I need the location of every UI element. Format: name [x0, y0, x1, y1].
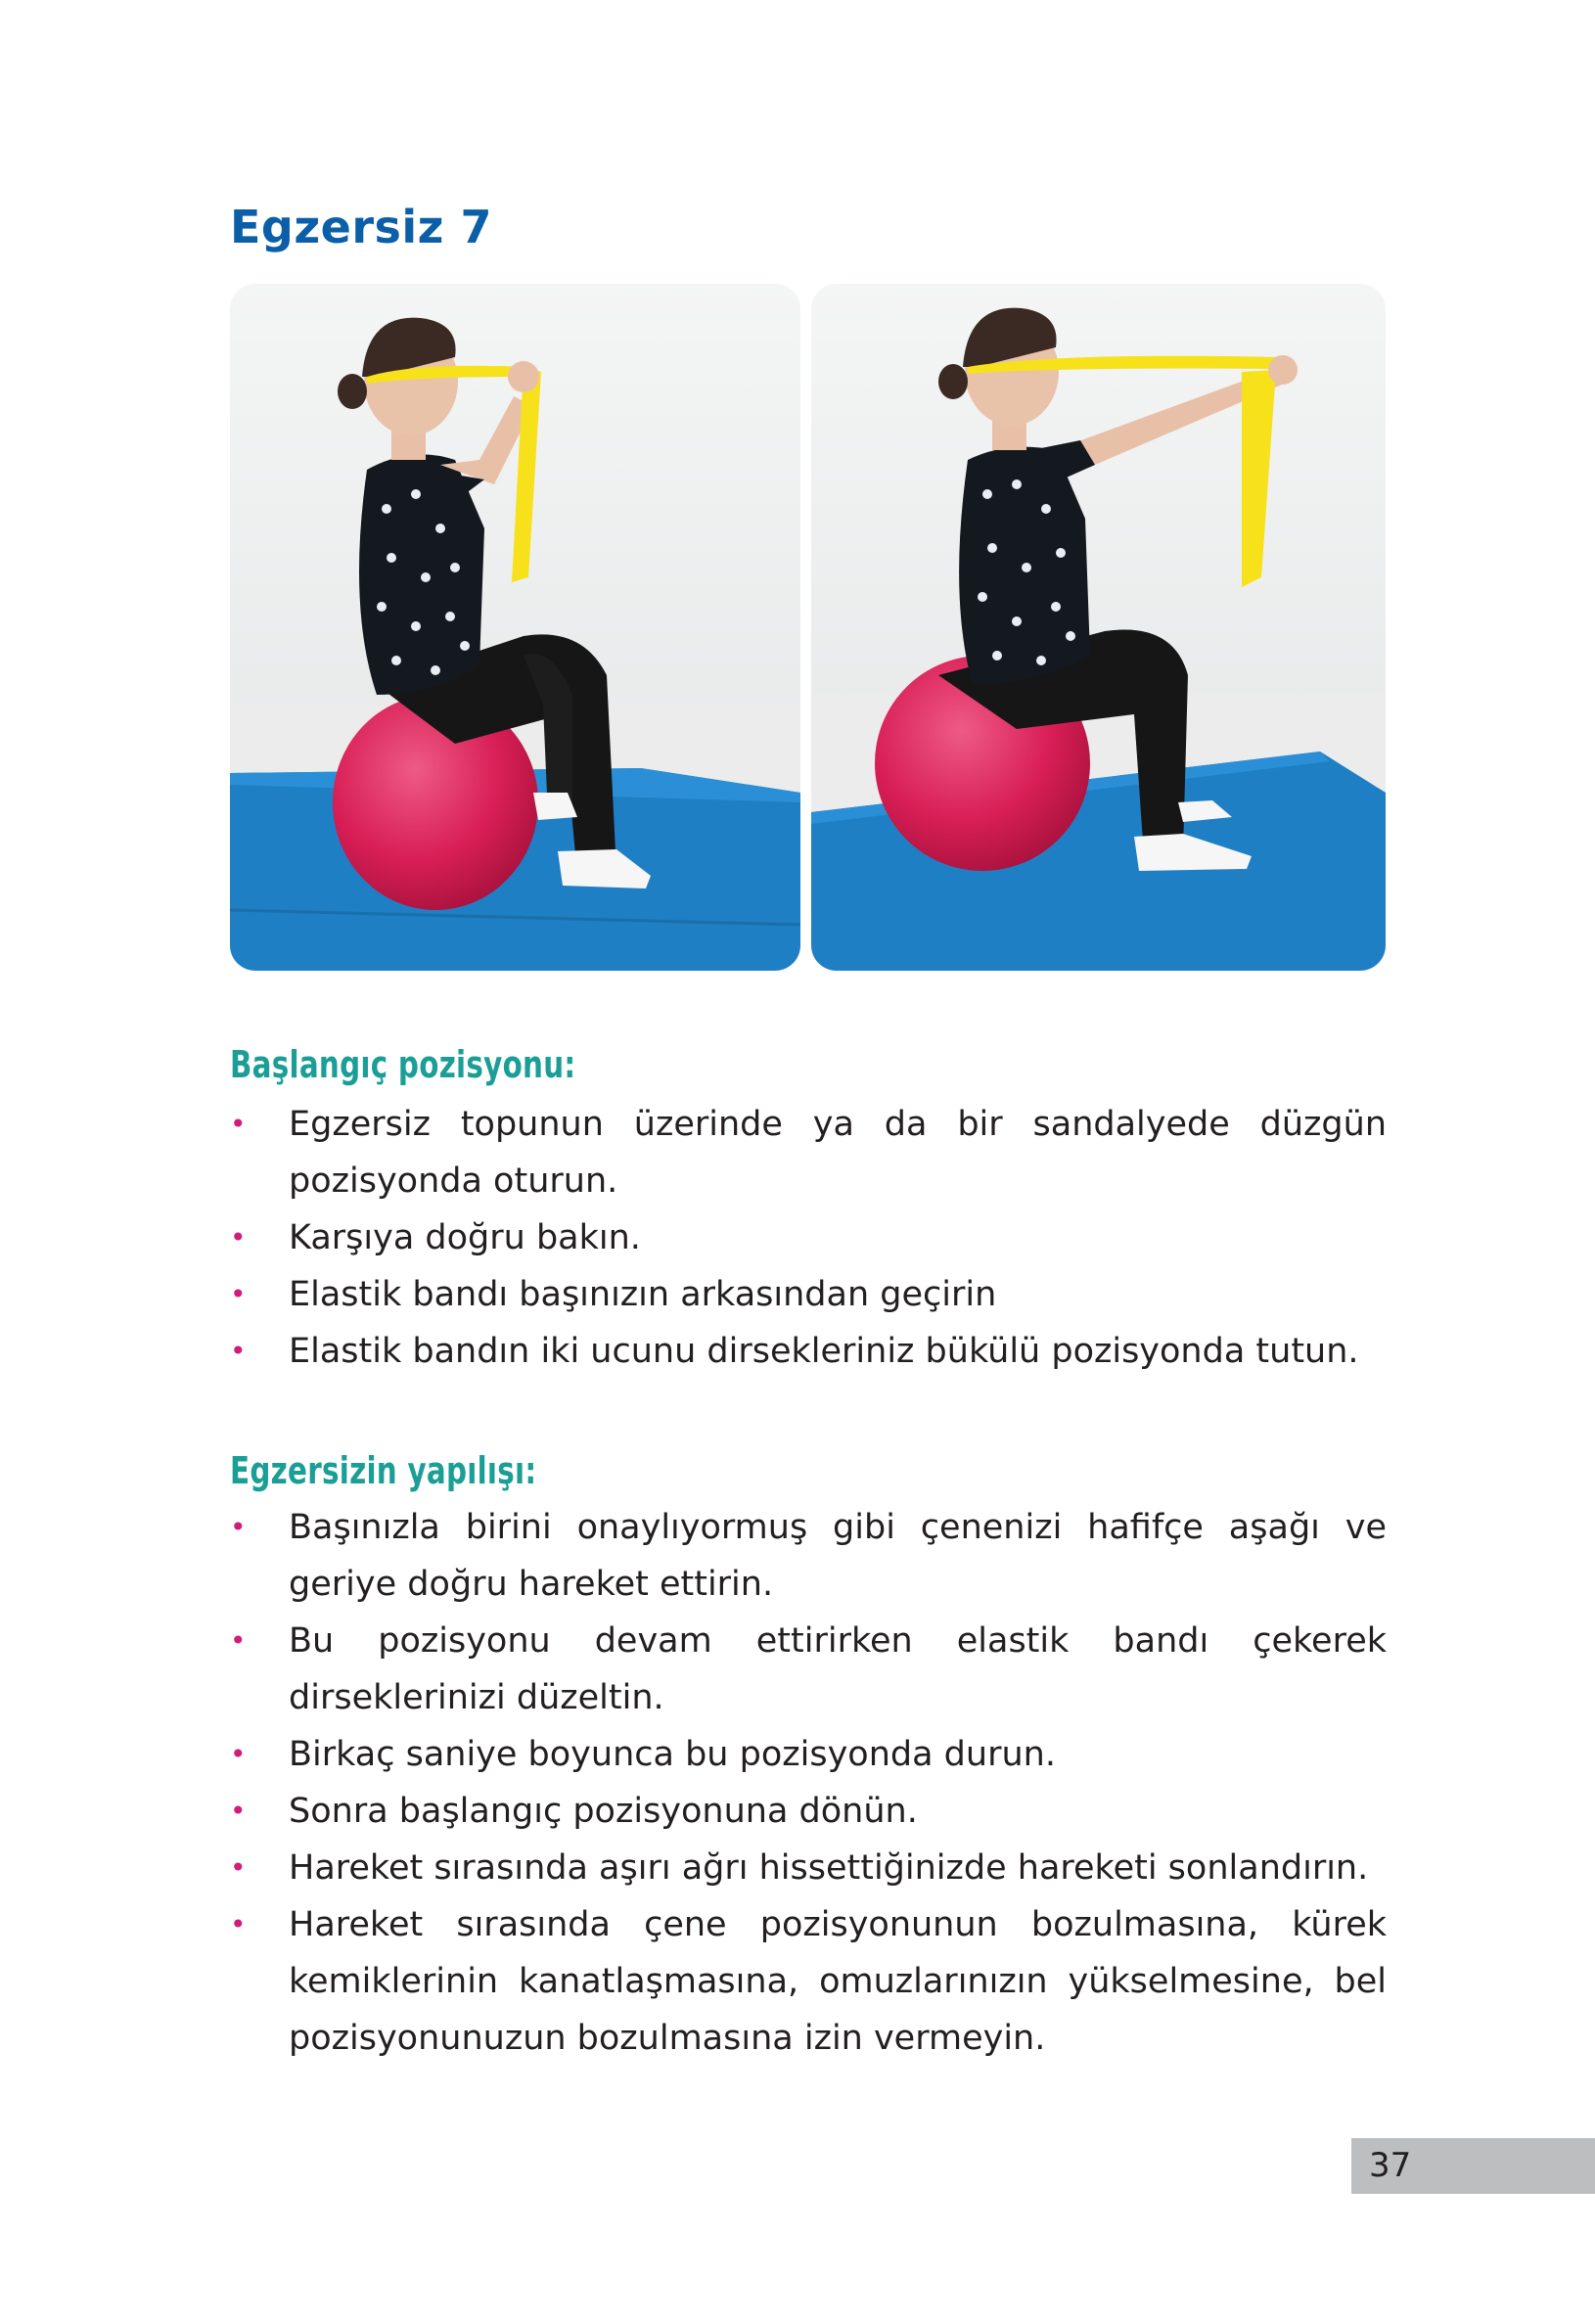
exercise-steps-heading: Egzersizin yapılışı: — [230, 1449, 537, 1492]
woman-on-exercise-ball-elbows-bent-icon — [230, 284, 800, 971]
list-item: • Bu pozisyonu devam ettirirken elastik bandı çekerek dirseklerinizi düzeltin. — [230, 1613, 1387, 1726]
starting-position-list — [230, 1096, 1387, 1380]
bullet-icon: • — [230, 1795, 247, 1827]
list-item: • Birkaç saniye boyunca bu pozisyonda durun. — [230, 1726, 1387, 1783]
exercise-steps-list — [230, 1499, 1387, 2067]
page-number: 37 — [1369, 2146, 1412, 2185]
starting-position-heading: Başlangıç pozisyonu: — [230, 1043, 576, 1086]
bullet-icon: • — [230, 1335, 247, 1367]
bullet-icon: • — [230, 1738, 247, 1770]
list-item: • Hareket sırasında aşırı ağrı hissettiğinizde hareketi sonlandırın. — [230, 1840, 1387, 1896]
list-item: • Sonra başlangıç pozisyonuna dönün. — [230, 1783, 1387, 1840]
page-number-box — [1351, 2138, 1595, 2194]
list-item: • Elastik bandın iki ucunu dirsekleriniz bükülü pozisyonda tutun. — [230, 1323, 1387, 1380]
bullet-icon: • — [230, 1511, 247, 1543]
starting-position-photo — [230, 284, 800, 971]
page-title: Egzersiz 7 — [230, 201, 492, 253]
end-position-photo — [811, 284, 1386, 971]
bullet-icon: • — [230, 1908, 247, 1940]
bullet-icon: • — [230, 1278, 247, 1310]
bullet-icon: • — [230, 1851, 247, 1884]
list-item: • Hareket sırasında çene pozisyonunun bozulmasına, kürek kemiklerinin kanatlaşmasına, omuzlarınızın yükselmesine, bel pozisyonunuzun bozulmasına izin vermeyin. — [230, 1896, 1387, 2067]
list-item: • Elastik bandı başınızın arkasından geçirin — [230, 1266, 1387, 1323]
list-item: • Başınızla birini onaylıyormuş gibi çenenizi hafifçe aşağı ve geriye doğru hareket ettirin. — [230, 1499, 1387, 1613]
list-item: • Karşıya doğru bakın. — [230, 1209, 1387, 1266]
list-item: • Egzersiz topunun üzerinde ya da bir sandalyede düzgün pozisyonda oturun. — [230, 1096, 1387, 1209]
bullet-icon: • — [230, 1108, 247, 1140]
bullet-icon: • — [230, 1624, 247, 1657]
woman-on-exercise-ball-arms-extended-icon — [811, 284, 1386, 971]
bullet-icon: • — [230, 1221, 247, 1253]
